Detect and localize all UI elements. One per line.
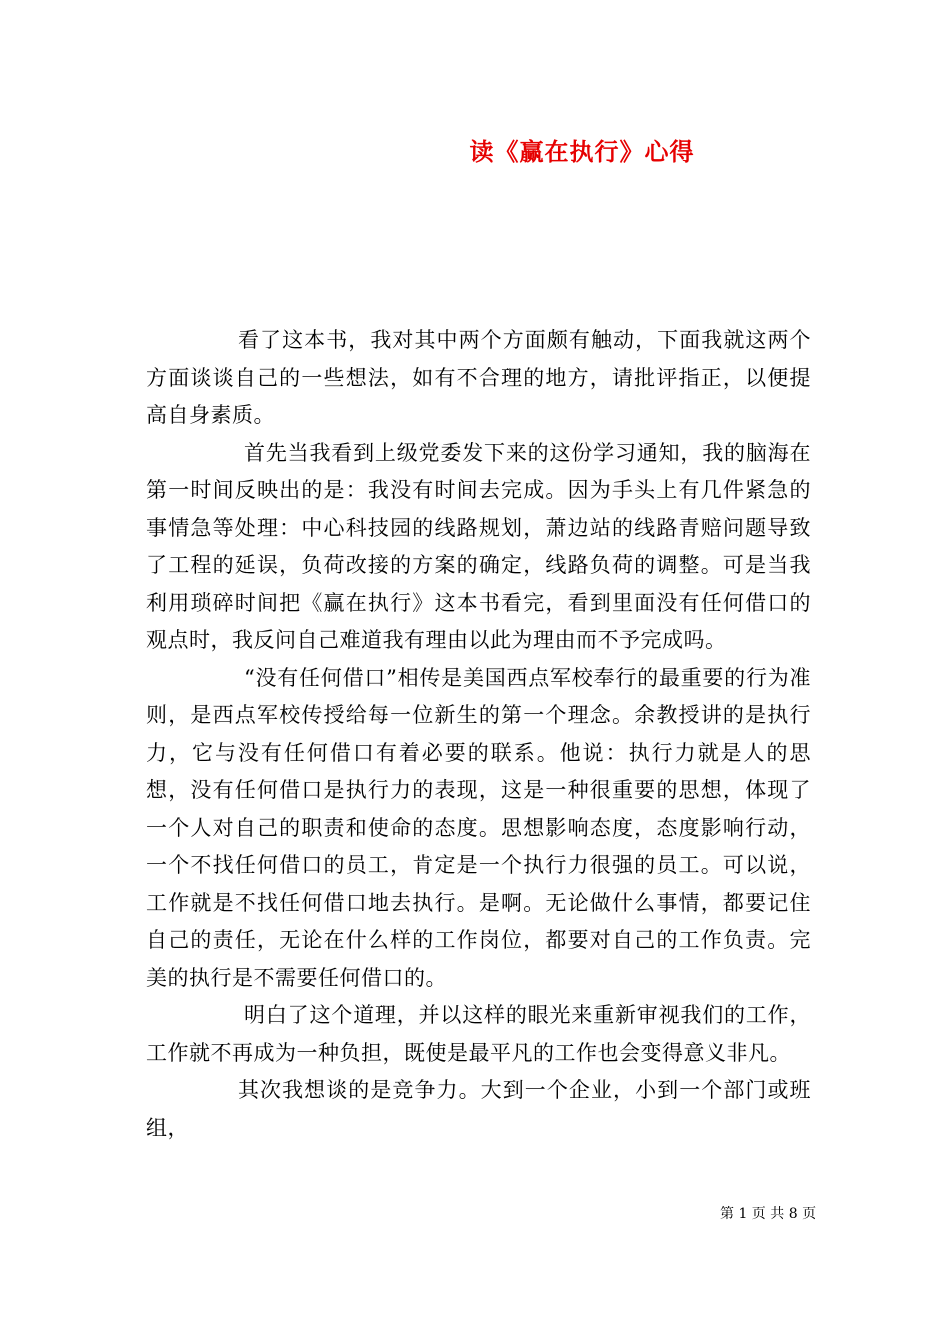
paragraph-5: 其次我想谈的是竞争力。大到一个企业，小到一个部门或班组， [146, 1078, 811, 1140]
document-title: 读《赢在执行》心得 [469, 137, 695, 166]
page-number: 第 1 页 共 8 页 [720, 1206, 817, 1222]
document-body [146, 322, 811, 1147]
paragraph-2: 首先当我看到上级党委发下来的这份学习通知，我的脑海在第一时间反映出的是：我没有时间去完成。因为手头上有几件紧急的事情急等处理：中心科技园的线路规划，萧边站的线路青赔问题导致了工程的延误，负荷改接的方案的确定，线路负荷的调整。可是当我利用琐碎时间把《赢在执行》这本书看完，看到里面没有任何借口的观点时，我反问自己难道我有理由以此为理由而不予完成吗。 [146, 440, 811, 652]
paragraph-1: 看了这本书，我对其中两个方面颇有触动，下面我就这两个方面谈谈自己的一些想法，如有不合理的地方，请批评指正，以便提高自身素质。 [146, 328, 811, 427]
paragraph-3: “没有任何借口”相传是美国西点军校奉行的最重要的行为准则，是西点军校传授给每一位新生的第一个理念。余教授讲的是执行力，它与没有任何借口有着必要的联系。他说：执行力就是人的思想，没有任何借口是执行力的表现，这是一种很重要的思想，体现了一个人对自己的职责和使命的态度。思想影响态度，态度影响行动，一个不找任何借口的员工，肯定是一个执行力很强的员工。可以说，工作就是不找任何借口地去执行。是啊。无论做什么事情，都要记住自己的责任，无论在什么样的工作岗位，都要对自己的工作负责。完美的执行是不需要任何借口的。 [146, 665, 811, 990]
paragraph-4: 明白了这个道理，并以这样的眼光来重新审视我们的工作，工作就不再成为一种负担，既使是最平凡的工作也会变得意义非凡。 [146, 1003, 811, 1065]
